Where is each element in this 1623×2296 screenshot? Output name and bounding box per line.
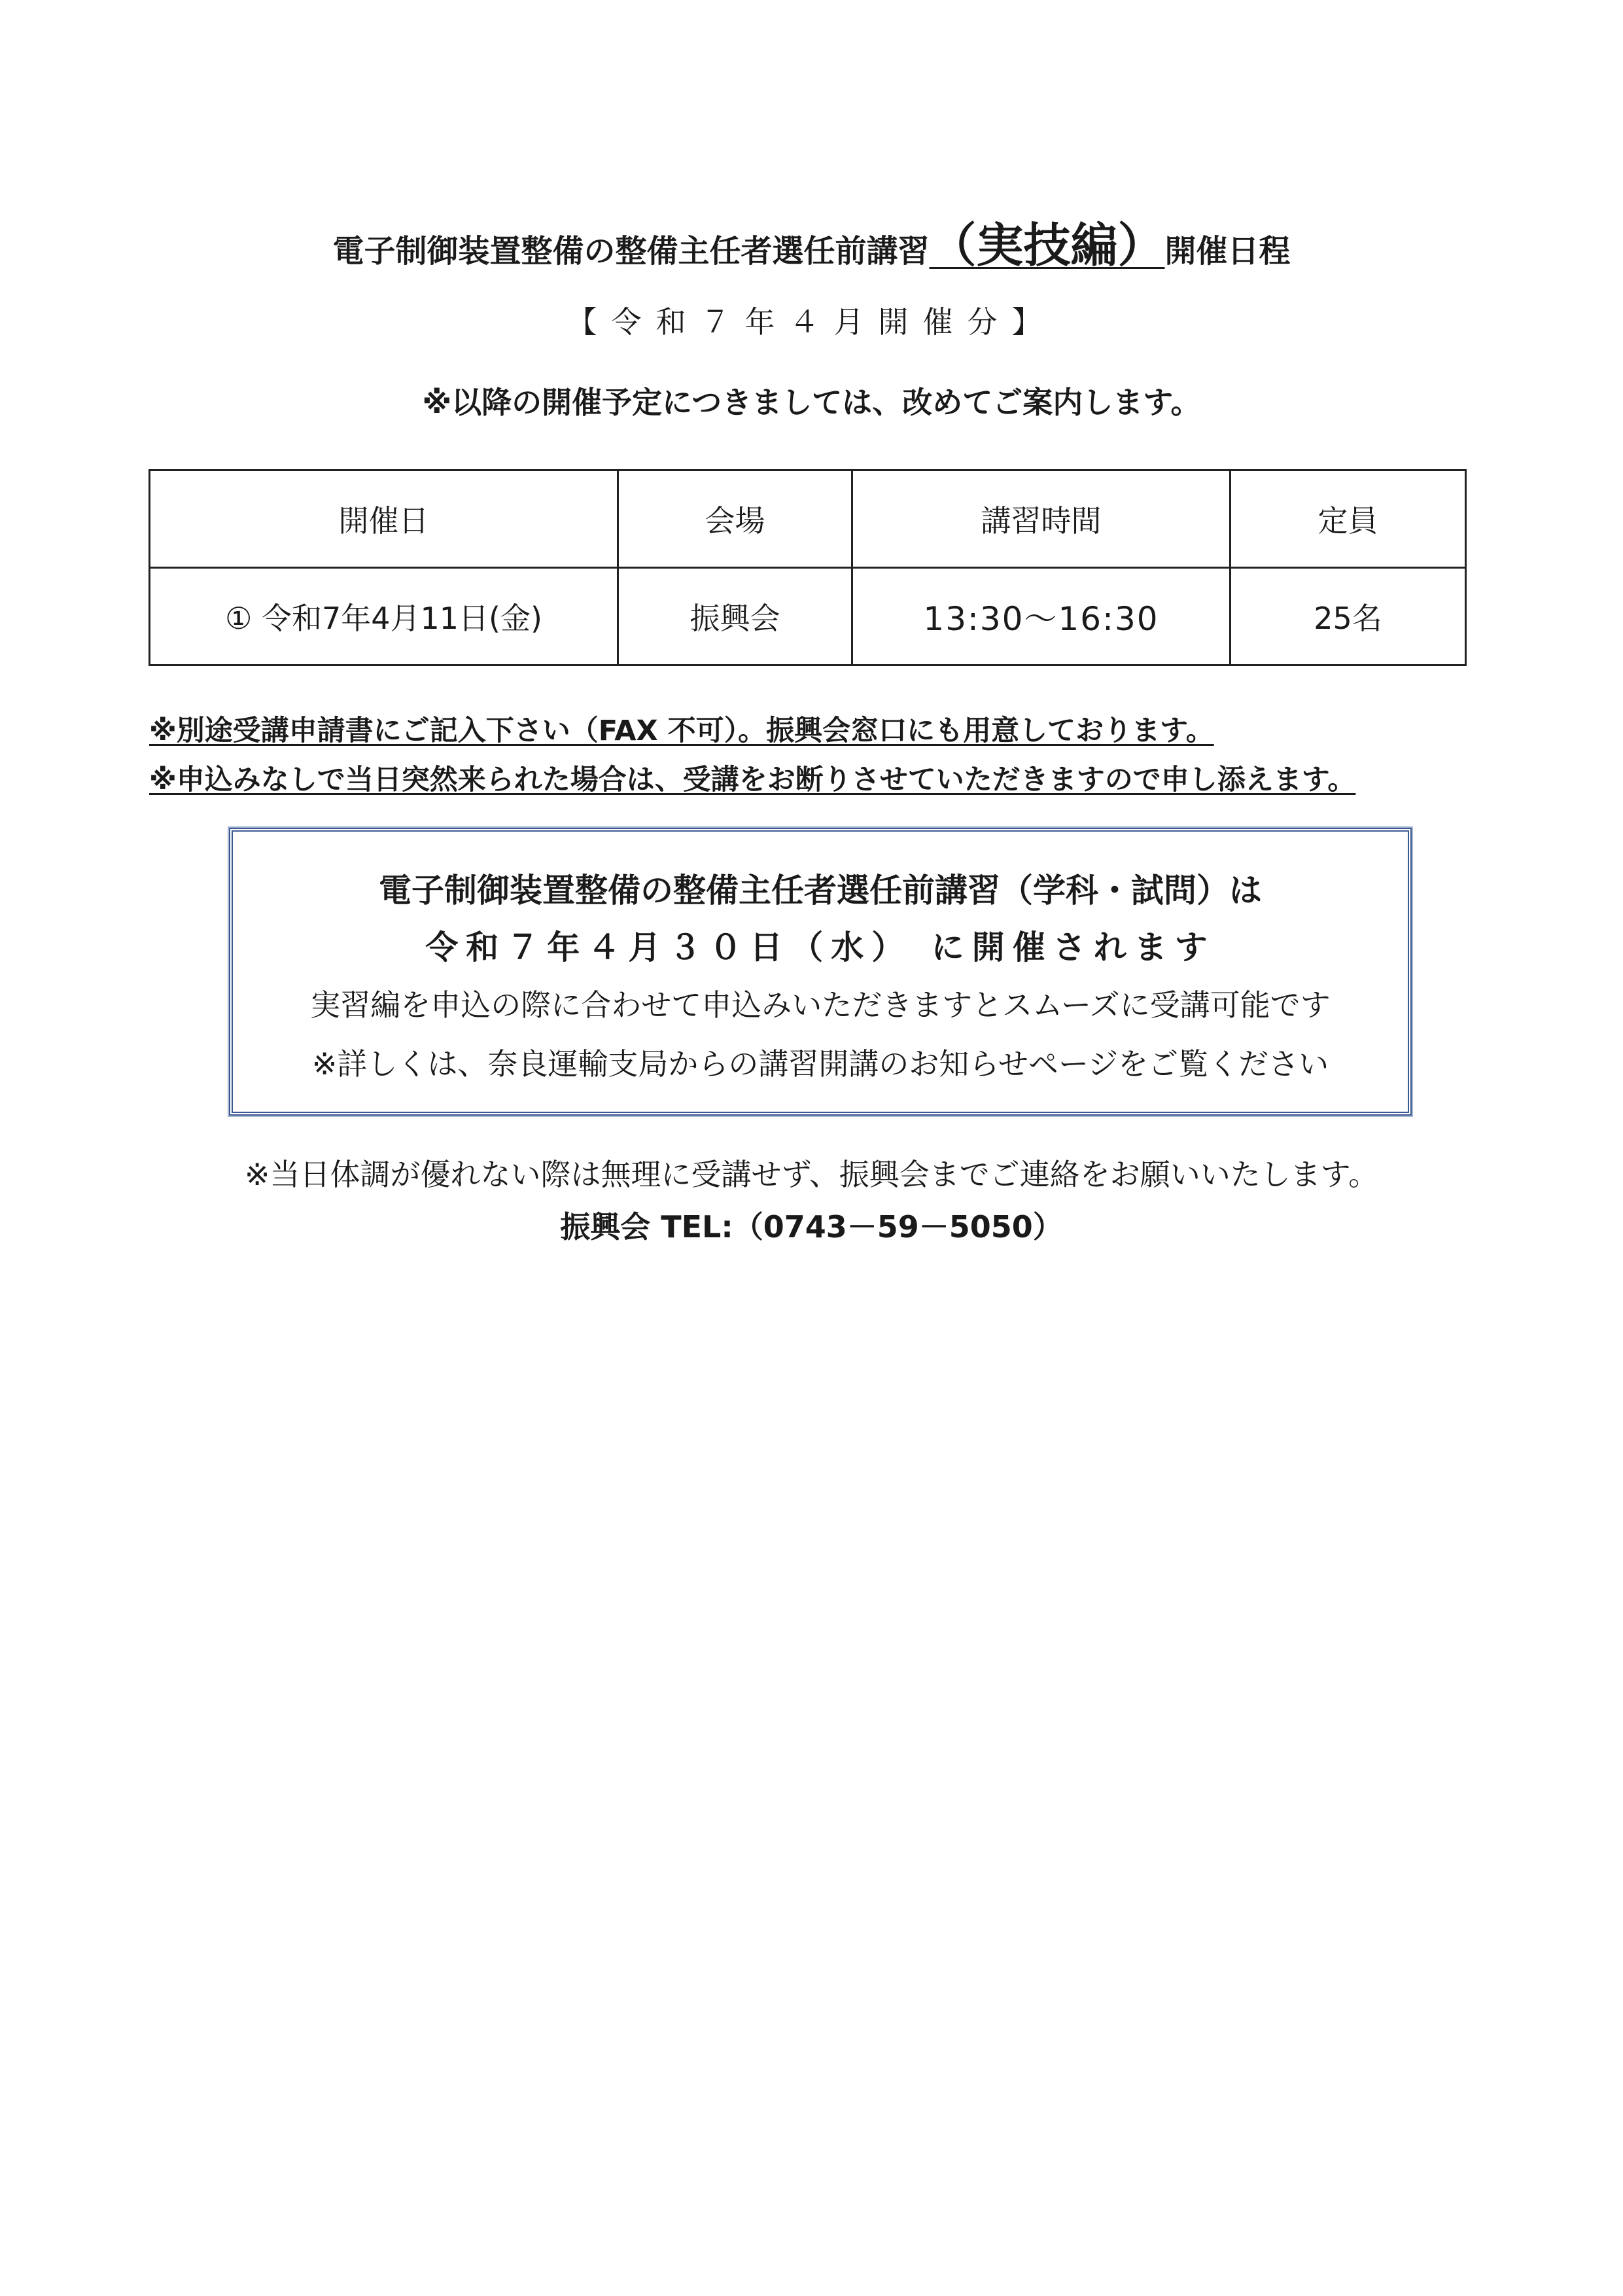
future-schedule-notice: ※以降の開催予定につきましては、改めてご案内します。 — [422, 385, 1201, 420]
schedule-table — [148, 469, 1467, 666]
header-capacity: 定員 — [1230, 470, 1466, 568]
page-title — [0, 216, 1623, 281]
application-form-note: ※別途受講申請書にご記入下さい（FAX 不可）。振興会窓口にも用意しております。 — [149, 715, 1214, 747]
table-header-row — [150, 470, 1466, 568]
cell-date: ① 令和7年4月11日(金) — [150, 568, 618, 665]
page-subtitle: 【令和７年４月開催分】 — [567, 304, 1056, 340]
title-main: 電子制御装置整備の整備主任者選任前講習 — [332, 233, 930, 270]
info-box-heading: 電子制御装置整備の整備主任者選任前講習（学科・試問）は — [379, 872, 1262, 910]
title-suffix: 開催日程 — [1164, 233, 1291, 270]
table-row — [150, 568, 1466, 665]
title-emphasis: （実技編） — [929, 218, 1165, 273]
contact-phone: 振興会 TEL:（0743－59－5050） — [560, 1209, 1063, 1245]
health-notice: ※当日体調が優れない際は無理に受講せず、振興会までご連絡をお願いいたします。 — [244, 1157, 1379, 1192]
lecture-info-box — [229, 828, 1412, 1116]
cell-capacity: 25名 — [1230, 568, 1466, 665]
header-date: 開催日 — [150, 470, 618, 568]
cell-venue: 振興会 — [618, 568, 852, 665]
info-box-guidance: 実習編を申込の際に合わせて申込みいただきますとスムーズに受講可能です — [310, 987, 1331, 1023]
header-venue: 会場 — [618, 470, 852, 568]
info-box-reference: ※詳しくは、奈良運輸支局からの講習開講のお知らせページをご覧ください — [311, 1046, 1329, 1082]
header-time: 講習時間 — [852, 470, 1230, 568]
cell-time: 13:30～16:30 — [852, 568, 1230, 665]
walk-in-refusal-note: ※申込みなしで当日突然来られた場合は、受講をお断りさせていただきますので申し添えます。 — [149, 764, 1356, 796]
info-box-date: 令和７年４月３０日（水） に開催されます — [425, 928, 1215, 966]
